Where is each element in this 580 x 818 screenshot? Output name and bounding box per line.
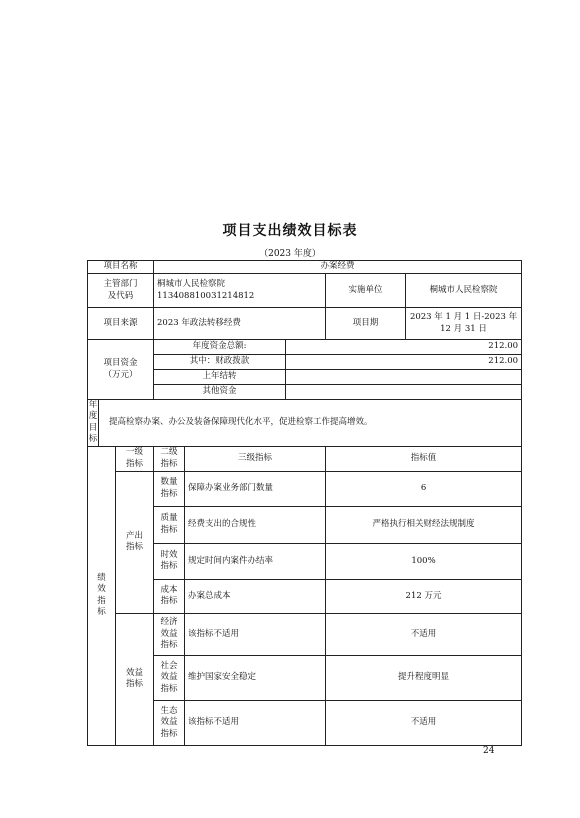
row-level3: 维护国家安全稳定 — [185, 655, 326, 700]
row-value: 212 万元 — [326, 579, 522, 613]
goal-label-char: 度 — [88, 411, 98, 422]
project-name-value: 办案经费 — [154, 261, 522, 274]
impl-unit: 桐城市人民检察院 — [406, 274, 522, 308]
perf-label-char: 绩 — [97, 572, 106, 583]
goal-label-char: 目 — [88, 422, 98, 433]
period-line2: 12 月 31 日 — [440, 323, 487, 334]
row-value: 6 — [326, 471, 522, 506]
dept-name: 桐城市人民检察院 — [157, 279, 226, 290]
row-level3: 该指标不适用 — [185, 700, 326, 745]
row-level3: 该指标不适用 — [185, 613, 326, 655]
funds-carry-label: 上年结转 — [154, 370, 286, 385]
perf-label-char: 指 — [97, 595, 106, 606]
row-level2: 经济 效益 指标 — [154, 613, 185, 655]
source-label: 项目来源 — [88, 308, 154, 340]
year-subtitle: （2023 年度） — [259, 249, 321, 259]
funds-label — [88, 340, 154, 400]
dept-code: 113408810031214812 — [157, 290, 255, 301]
header-level1: 一级 指标 — [116, 446, 154, 471]
perf-label-char: 效 — [97, 584, 106, 595]
header-value: 指标值 — [326, 446, 522, 471]
impl-label: 实施单位 — [326, 274, 406, 308]
row-value: 严格执行相关财经法规制度 — [326, 506, 522, 543]
period-line1: 2023 年 1 月 1 日-2023 年 — [409, 312, 518, 323]
page-title: 项目支出绩效目标表 — [222, 223, 358, 239]
row-level2: 时效 指标 — [154, 543, 185, 579]
header-level3: 三级指标 — [185, 446, 326, 471]
header-level2: 二级 指标 — [154, 446, 185, 471]
row-value: 100% — [326, 543, 522, 579]
project-name-label: 项目名称 — [88, 261, 154, 274]
period-value — [406, 308, 522, 340]
goal-label-char: 标 — [88, 434, 98, 445]
funds-total-label: 年度资金总额: — [154, 340, 286, 355]
row-level2: 数量 指标 — [154, 471, 185, 506]
funds-total-value: 212.00 — [286, 340, 522, 355]
row-level2: 成本 指标 — [154, 579, 185, 613]
row-value: 不适用 — [326, 613, 522, 655]
dept-label-line2: 及代码 — [107, 290, 134, 301]
funds-fiscal-label: 其中：财政拨款 — [154, 355, 286, 370]
funds-carry-value — [286, 370, 522, 385]
funds-label-line2: （万元） — [103, 369, 138, 380]
period-label: 项目期 — [326, 308, 406, 340]
row-level2: 生态 效益 指标 — [154, 700, 185, 745]
row-value: 提升程度明显 — [326, 655, 522, 700]
dept-label-line1: 主管部门 — [103, 279, 138, 290]
annual-goal-label — [88, 400, 99, 447]
row-level3: 经费支出的合规性 — [185, 506, 326, 543]
performance-indicators-label — [88, 446, 116, 745]
source-value: 2023 年政法转移经费 — [154, 308, 326, 340]
performance-target-table — [87, 260, 522, 746]
row-value: 不适用 — [326, 700, 522, 745]
row-level2: 质量 指标 — [154, 506, 185, 543]
row-level2: 社会 效益 指标 — [154, 655, 185, 700]
goal-label-char: 年 — [88, 400, 98, 410]
dept-value — [154, 274, 326, 308]
funds-other-label: 其他资金 — [154, 385, 286, 400]
funds-fiscal-value: 212.00 — [286, 355, 522, 370]
output-indicators-label: 产出 指标 — [116, 471, 154, 613]
annual-goal-text: 提高检察办案、办公及装备保障现代化水平，促进检察工作提高增效。 — [99, 400, 522, 447]
funds-label-line1: 项目资金 — [103, 358, 138, 369]
row-level3: 规定时间内案件办结率 — [185, 543, 326, 579]
dept-label — [88, 274, 154, 308]
row-level3: 办案总成本 — [185, 579, 326, 613]
funds-other-value — [286, 385, 522, 400]
page-number: 24 — [483, 746, 495, 756]
perf-label-char: 标 — [97, 607, 106, 618]
effect-indicators-label: 效益 指标 — [116, 613, 154, 745]
row-level3: 保障办案业务部门数量 — [185, 471, 326, 506]
